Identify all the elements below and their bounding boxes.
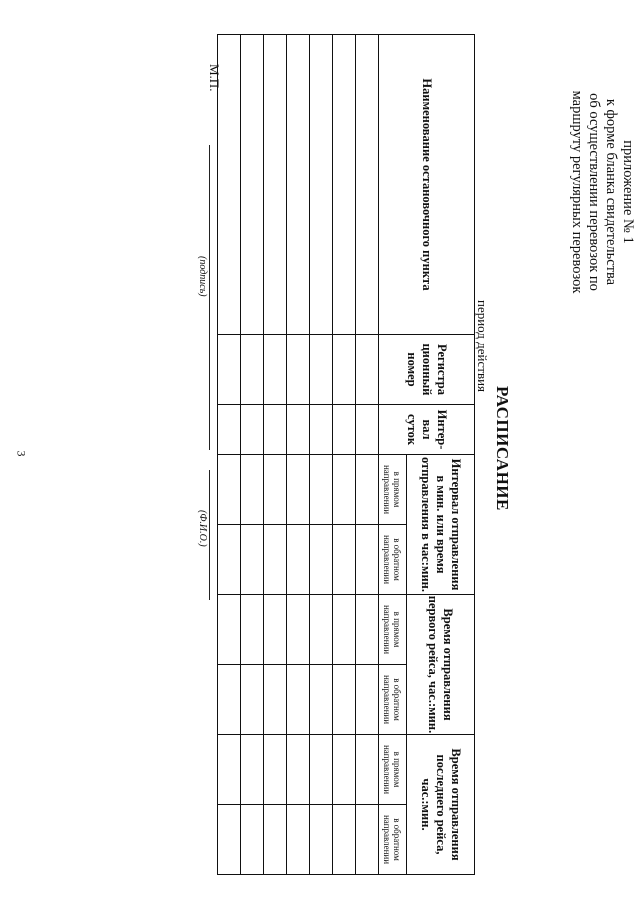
annex-line-3: об осуществлении перевозок по xyxy=(586,93,602,291)
subheader-last-reverse: в обратном направлении xyxy=(379,805,407,875)
period-label: период действия xyxy=(475,300,490,393)
subheader-first-reverse: в обратном направлении xyxy=(379,665,407,735)
subheader-interval-reverse: в обратном направлении xyxy=(379,525,407,595)
subheader-last-forward: в прямом направлении xyxy=(379,735,407,805)
signature-line xyxy=(209,145,210,450)
name-caption: (Ф.И.О.) xyxy=(197,510,208,547)
subheader-first-forward: в прямом направлении xyxy=(379,595,407,665)
annex-line-1: приложение № 1 xyxy=(620,140,636,244)
header-registration-number: Регистра ционный номер xyxy=(379,335,475,405)
signature-caption: (подпись) xyxy=(197,256,208,297)
subheader-interval-forward: в прямом направлении xyxy=(379,455,407,525)
stamp-label: М.П. xyxy=(207,64,222,92)
header-last-departure: Время отправления последнего рейса, час.:мин. xyxy=(407,735,475,875)
header-interval-days: Интер- вал суток xyxy=(379,405,475,455)
header-stop-name: Наименование остановочного пункта xyxy=(379,35,475,335)
header-departure-interval: Интервал отправления в мин. или время отправления в час:мин. xyxy=(407,455,475,595)
header-first-departure: Время отправления первого рейса, час.:мин. xyxy=(407,595,475,735)
annex-line-4: маршруту регулярных перевозок xyxy=(569,90,585,294)
page-number: 3 xyxy=(14,450,29,457)
name-line xyxy=(209,470,210,600)
document-title: РАСПИСАНИЕ xyxy=(493,386,512,511)
annex-line-2: к форме бланка свидетельства xyxy=(603,98,619,286)
